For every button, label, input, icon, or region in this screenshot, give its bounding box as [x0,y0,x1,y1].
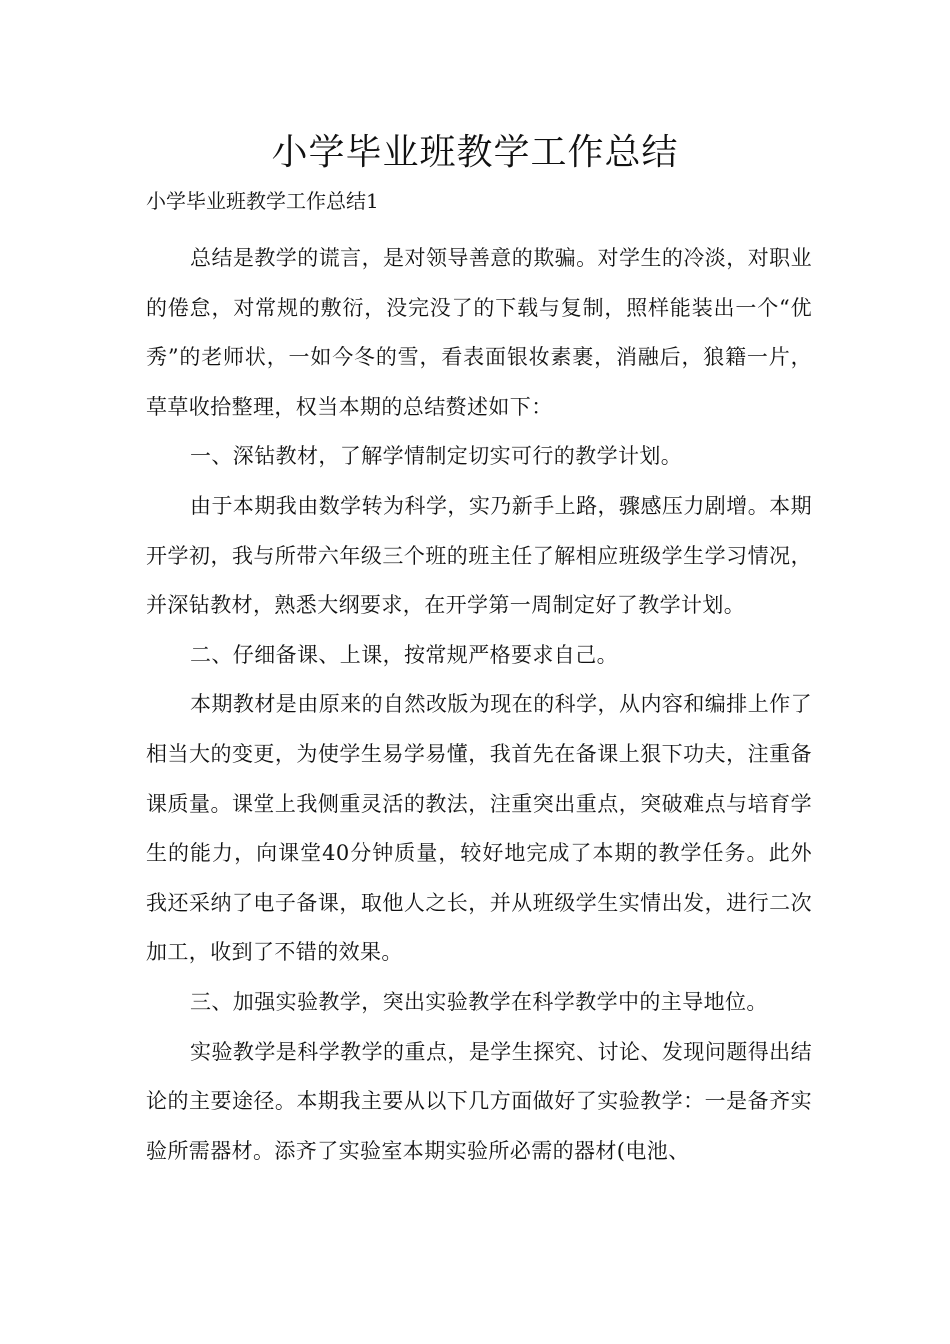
section-heading-1: 一、深钻教材，了解学情制定切实可行的教学计划。 [190,444,683,469]
paragraph-3: 实验教学是科学教学的重点，是学生探究、讨论、发现问题得出结论的主要途径。本期我主要从以下几方面做好了实验教学：一是备齐实验所需器材。添齐了实验室本期实验所必需的器材(电池、 [146,1039,812,1163]
document-title: 小学毕业班教学工作总结 [271,132,679,173]
paragraph-2: 本期教材是由原来的自然改版为现在的科学，从内容和编排上作了相当大的变更，为使学生易学易懂，我首先在备课上狠下功夫，注重备课质量。课堂上我侧重灵活的教法，注重突出重点，突破难点与培育学生的能力，向课堂40分钟质量，较好地完成了本期的教学任务。此外我还采纳了电子备课，取他人之长，并从班级学生实情出发，进行二次加工，收到了不错的效果。 [146,692,812,965]
section-heading-3: 三、加强实验教学，突出实验教学在科学教学中的主导地位。 [190,989,768,1014]
paragraph-1: 由于本期我由数学转为科学，实乃新手上路，骤感压力剧增。本期开学初，我与所带六年级三个班的班主任了解相应班级学生学习情况，并深钻教材，熟悉大纲要求，在开学第一周制定好了教学计划。 [146,493,812,618]
section-heading-2: 二、仔细备课、上课，按常规严格要求自己。 [190,642,618,667]
document-subtitle: 小学毕业班教学工作总结1 [146,189,379,213]
paragraph-intro: 总结是教学的谎言，是对领导善意的欺骗。对学生的冷淡，对职业的倦怠，对常规的敷衍，没完没了的下载与复制，照样能装出一个“优秀”的老师状，一如今冬的雪，看表面银妆素裹，消融后，狼籍一片，草草收拾整理，权当本期的总结赘述如下： [146,246,812,419]
document-body [146,234,812,1176]
